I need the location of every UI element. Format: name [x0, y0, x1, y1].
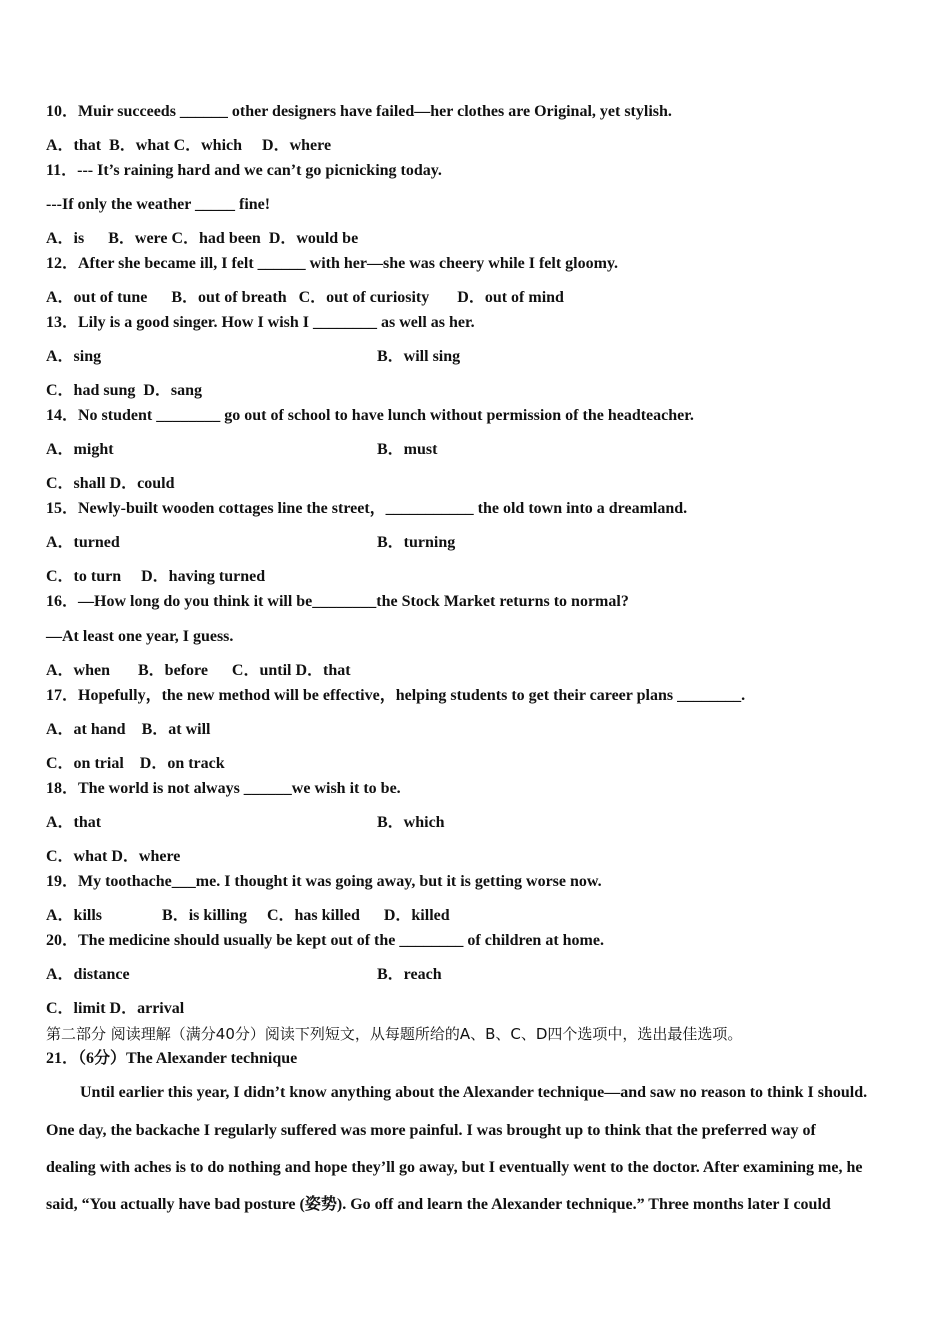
passage-line: One day, the backache I regularly suffered was more painful. I was brought up to think that the preferred way of	[46, 1122, 816, 1139]
q17-stem: 17．Hopefully，the new method will be effective，helping students to get their career plans ________.	[46, 687, 746, 704]
q17-options-cd: C．on trial D．on track	[46, 755, 225, 772]
q15-options-cd: C．to turn D．having turned	[46, 568, 266, 585]
q20-options-cd: C．limit D．arrival	[46, 1000, 185, 1017]
q18-stem: 18．The world is not always ______we wish it to be.	[46, 780, 401, 797]
q12-options: A．out of tune B．out of breath C．out of curiosity D．out of mind	[46, 289, 564, 306]
q18-option-a: A．that	[46, 814, 102, 831]
q21-title: 21．（6分）The Alexander technique	[46, 1050, 298, 1067]
q18-options-cd: C．what D．where	[46, 848, 181, 865]
q11-reply: ---If only the weather _____ fine!	[46, 196, 271, 213]
q13-stem: 13．Lily is a good singer. How I wish I ________ as well as her.	[46, 314, 475, 331]
q15-stem: 15．Newly-built wooden cottages line the street，___________ the old town into a dreamland.	[46, 500, 688, 517]
q18-option-b: B．which	[377, 814, 445, 831]
q14-stem: 14．No student ________ go out of school to have lunch without permission of the headteacher.	[46, 407, 694, 424]
q11-options: A．is B．were C．had been D．would be	[46, 230, 359, 247]
q20-stem: 20．The medicine should usually be kept out of the ________ of children at home.	[46, 932, 604, 949]
q20-option-b: B．reach	[377, 966, 442, 983]
q15-option-b: B．turning	[377, 534, 456, 551]
q14-option-b: B．must	[377, 441, 438, 458]
q10-stem: 10．Muir succeeds ______ other designers have failed—her clothes are Original, yet stylish.	[46, 103, 672, 120]
q10-options: A．that B．what C．which D．where	[46, 137, 332, 154]
q16-reply: —At least one year, I guess.	[46, 628, 234, 645]
section-2-heading: 第二部分 阅读理解（满分40分）阅读下列短文，从每题所给的A、B、C、D四个选项中，选出最佳选项。	[46, 1025, 743, 1043]
passage-line: Until earlier this year, I didn’t know anything about the Alexander technique—and saw no reason to think I should.	[80, 1084, 868, 1101]
q14-options-cd: C．shall D．could	[46, 475, 175, 492]
q20-option-a: A．distance	[46, 966, 130, 983]
q13-options-cd: C．had sung D．sang	[46, 382, 203, 399]
passage-line: said, “You actually have bad posture (姿势). Go off and learn the Alexander technique.” Three months later I could	[46, 1196, 831, 1213]
q11-stem: 11．--- It’s raining hard and we can’t go picnicking today.	[46, 162, 442, 179]
q19-stem: 19．My toothache___me. I thought it was going away, but it is getting worse now.	[46, 873, 602, 890]
q16-options: A．when B．before C．until D．that	[46, 662, 351, 679]
q13-option-b: B．will sing	[377, 348, 461, 365]
q17-options-ab: A．at hand B．at will	[46, 721, 211, 738]
q15-option-a: A．turned	[46, 534, 120, 551]
q13-option-a: A．sing	[46, 348, 102, 365]
passage-line: dealing with aches is to do nothing and hope they’ll go away, but I eventually went to the doctor. After examining me, he	[46, 1159, 863, 1176]
q14-option-a: A．might	[46, 441, 114, 458]
q16-stem: 16．—How long do you think it will be________the Stock Market returns to normal?	[46, 593, 629, 610]
q19-options: A．kills B．is killing C．has killed D．killed	[46, 907, 450, 924]
q12-stem: 12．After she became ill, I felt ______ with her—she was cheery while I felt gloomy.	[46, 255, 619, 272]
